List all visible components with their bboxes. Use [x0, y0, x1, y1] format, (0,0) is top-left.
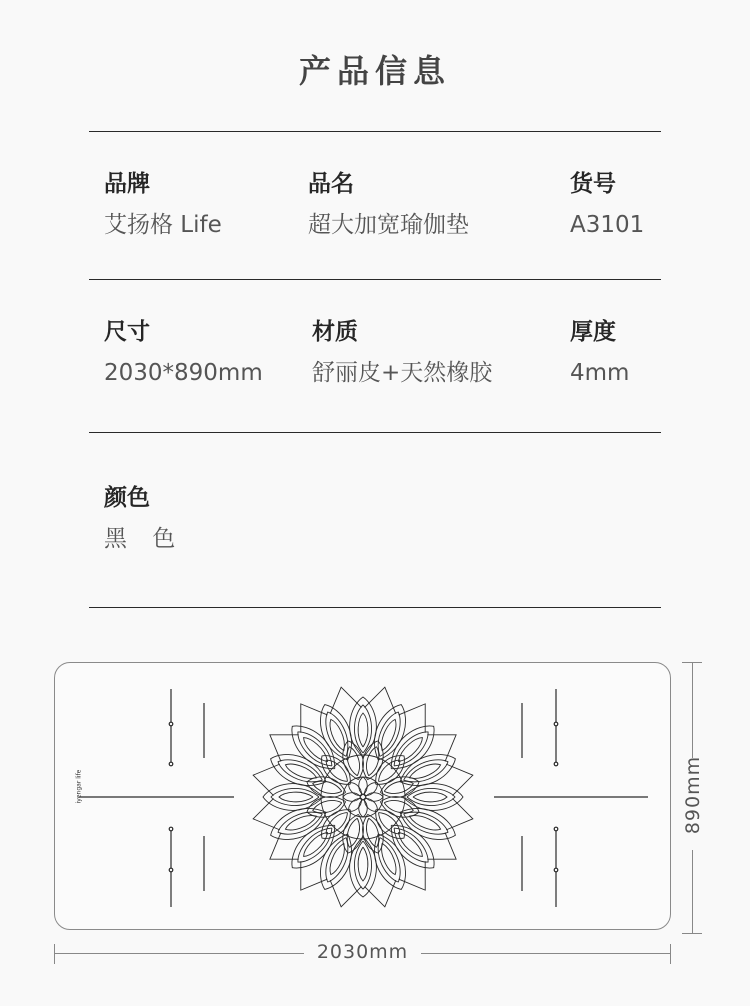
divider: [89, 131, 661, 132]
height-dimension: [678, 662, 708, 934]
spec-size: [104, 318, 263, 387]
spec-label: 品牌: [104, 171, 150, 197]
spec-value: 舒丽皮+天然橡胶: [312, 360, 493, 386]
yoga-mat-diagram: [54, 662, 671, 930]
spec-value: 2030*890mm: [104, 360, 263, 386]
spec-label: 品名: [308, 171, 354, 197]
width-label: 2030mm: [316, 941, 409, 963]
spec-value: 黑 色: [104, 526, 185, 552]
spec-value: A3101: [570, 212, 645, 238]
divider: [89, 607, 661, 608]
divider: [89, 432, 661, 433]
brand-logo: iyengar life: [75, 769, 83, 804]
spec-name: [308, 170, 469, 239]
spec-value: 艾扬格 Life: [104, 212, 222, 238]
spec-label: 材质: [312, 319, 358, 345]
mandala-pattern: [250, 684, 476, 910]
mat-markings: [55, 663, 672, 931]
spec-label: 厚度: [570, 319, 616, 345]
spec-thickness: [570, 318, 629, 387]
height-label: 890mm: [682, 755, 704, 835]
spec-color: [104, 484, 184, 553]
spec-label: 货号: [570, 171, 616, 197]
spec-brand: [104, 170, 222, 239]
spec-value: 4mm: [570, 360, 630, 386]
spec-value: 超大加宽瑜伽垫: [308, 212, 469, 238]
spec-label: 尺寸: [104, 319, 150, 345]
spec-sku: [570, 170, 644, 239]
page-title: 产品信息: [298, 52, 451, 90]
divider: [89, 279, 661, 280]
spec-material: [312, 318, 492, 387]
width-dimension: [54, 940, 671, 968]
spec-label: 颜色: [104, 485, 150, 511]
